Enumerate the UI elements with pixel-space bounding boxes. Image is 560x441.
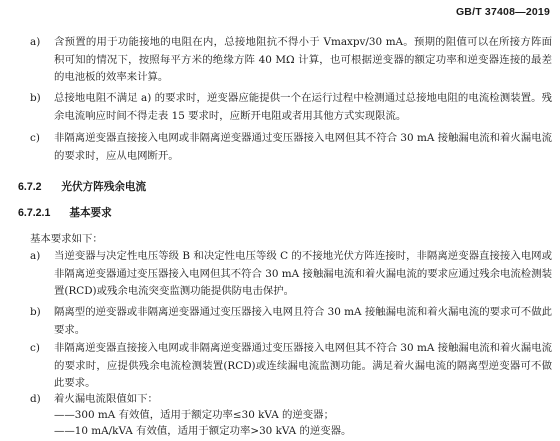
- list-item-tag: b): [30, 92, 41, 104]
- list-item-b-residual: [30, 304, 552, 339]
- list-item-tag: b): [30, 306, 41, 318]
- limit-line-300ma: ——300 mA 有效值，适用于额定功率≤30 kVA 的逆变器；: [54, 409, 334, 421]
- limit-line-10ma-per-kva: ——10 mA/kVA 有效值，适用于额定功率>30 kVA 的逆变器。: [54, 425, 352, 437]
- list-item-text: 含预置的用于功能接地的电阻在内，总接地阻抗不得小于 Vmaxpv/30 mA。预期的阻值可以在所接方阵面积可知的情况下，按照每平方米的绝缘方阵 40 MΩ 计算，也可根据逆变器的额定功率和逆变器连接的最差的电池板的效率来计算。: [54, 36, 552, 84]
- list-item-text: 着火漏电流限值如下：: [54, 393, 158, 405]
- list-item-d-residual: [30, 391, 552, 409]
- list-item-text: 非隔离逆变器直接接入电网或非隔离逆变器通过变压器接入电网但其不符合 30 mA 接触漏电流和着火漏电流的要求时，应提供残余电流检测装置(RCD)或连续漏电流监测功能。满足着火漏电流的隔离型逆变器可不做此要求。: [54, 342, 552, 390]
- list-item-text: 总接地电阻不满足 a) 的要求时，逆变器应能提供一个在运行过程中检测通过总接地电阻的电流检测装置。残余电流响应时间不得走表 15 要求时，应断开电阻或者用其他方式实现限流。: [54, 92, 552, 122]
- section-title: 光伏方阵残余电流: [61, 181, 147, 193]
- section-number: 6.7.2: [18, 181, 42, 193]
- list-item-a-grounding: [30, 34, 552, 87]
- section-title: 基本要求: [69, 207, 112, 219]
- list-item-tag: a): [30, 36, 41, 48]
- list-item-text: 当逆变器与决定性电压等级 B 和决定性电压等级 C 的不接地光伏方阵连接时，非隔离逆变器直接接入电网或非隔离逆变器通过变压器接入电网但其不符合 30 mA 接触漏电流和着火漏电流的要求应通过残余电流检测装置(RCD)或残余电流突变监测功能提供防电击保护。: [54, 250, 552, 298]
- standard-code-header: GB/T 37408—2019: [455, 6, 550, 18]
- list-item-a-residual: [30, 248, 552, 301]
- list-item-text: 隔离型的逆变器或非隔离逆变器通过变压器接入电网且符合 30 mA 接触漏电流和着火漏电流的要求可不做此要求。: [54, 306, 552, 336]
- list-item-tag: c): [30, 132, 40, 144]
- section-heading-6-7-2: [18, 179, 146, 195]
- list-item-b-grounding: [30, 90, 552, 125]
- intro-text: 基本要求如下：: [30, 233, 103, 245]
- list-item-tag: d): [30, 393, 41, 405]
- section-heading-6-7-2-1: [18, 205, 112, 221]
- list-item-text: 非隔离逆变器直接接入电网或非隔离逆变器通过变压器接入电网但其不符合 30 mA 接触漏电流和着火漏电流的要求时，应从电网断开。: [54, 132, 552, 162]
- section-number: 6.7.2.1: [18, 207, 51, 219]
- list-item-tag: a): [30, 250, 41, 262]
- list-item-c-grounding: [30, 130, 552, 165]
- list-item-c-residual: [30, 340, 552, 393]
- list-item-tag: c): [30, 342, 40, 354]
